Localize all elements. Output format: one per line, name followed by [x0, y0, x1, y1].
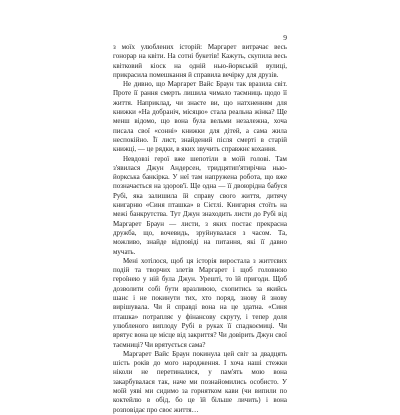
paragraph: Не дивно, що Маргарет Вайс Браун так вразила світ. Проте її рання смерть лишила чимало таємниць щодо її життя. Наприклад, чи знаєте ви, що натхненням для книжки «На добраніч, місяцю» стала реальна жінка? Ще менш відомо, що вона була вельми незалежна, хоча писала свої «сонні» книжки для дітей, а сама жила неспокійно. Її лист, знайдений після смерті в старій книжці, — це рядки, в яких звучить справжнє кохання. [113, 80, 287, 154]
page-number: 9 [283, 33, 287, 42]
paragraph: Мені хотілося, щоб ця історія виростала з життєвих подій та творчих злетів Маргарет і щоб головною героїнею у ній була Джун. Урешті, то їй пригоди. Щоб дозволити собі бути вразливою, схопитись за якийсь шанс і не покинути тих, хто поряд, знову й знову вирішувала. Чи й справді вона на це здатна. «Синя пташка» потрапляє у фінансову скруту, і тепер доля улюбленого виплоду Рубі в руках її спадкоємиці. Чи врятує вона це місце від закриття? Чи довірить Джун свої таємниці? Чи врятується сама? [113, 256, 287, 349]
paragraph: з моїх улюблених історій: Маргарет витрачає весь гонорар на квіти. На сотні букетів! Кажуть, скупила весь квітковий кіоск на одній нью-йоркській вулиці, прикрасила помешкання й справила вечірку для друзів. [113, 43, 287, 79]
body-text [113, 43, 287, 415]
paragraph: Маргарет Вайс Браун покинула цей світ за двадцять шість років до мого народження. І хоча наші стежки ніколи не перетиналися, у пам'ять мою вона закарбувалася так, наче ми познайомились особисто. У моїй уяві ми сидимо за горнятком кави (чи випили по коктейлю в обід, бо це їй більше личить) і вона розповідає про своє життя… [113, 349, 287, 414]
paragraph: Невдовзі герої вже шепотіли в моїй голові. Там з'явилася Джун Андерсен, тридцятип'ятирічна нью-йоркська банкірка. У неї там напружена робота, що вже позначається на здоров'ї. Ще одна — її двоюрідна бабуся Рубі, яка залишила їй справу свого життя, дитячу книгарню «Синя пташка» в Сієтлі. Книгарня стоїть на межі банкрутства. Тут Джун знаходить листи до Рубі від Маргарет Браун — листи, з яких постає прекрасна дружба, що, вочевидь, зруйнувалася з часом. Та, можливо, знайде відповіді на питання, які її давно мучать. [113, 154, 287, 256]
